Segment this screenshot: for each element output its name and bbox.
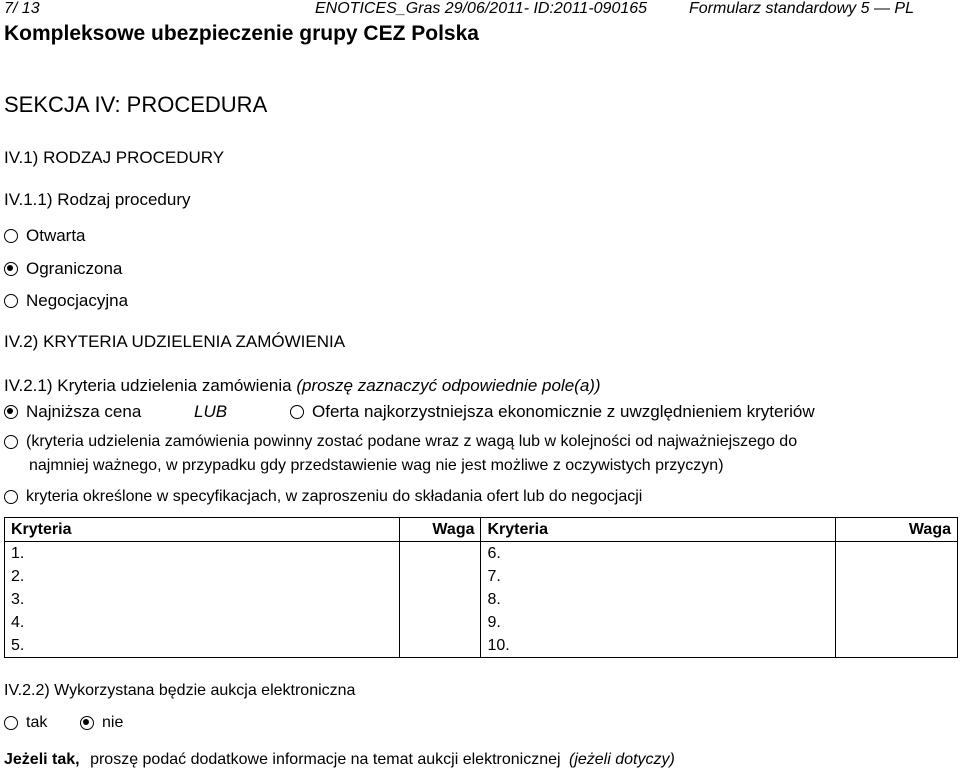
table-cell: 2. [5,565,400,588]
table-row [5,565,958,588]
radio-checked-icon[interactable] [80,716,94,730]
iv21-heading-line [4,376,601,396]
option-label: nie [102,714,124,731]
option-label: tak [26,714,48,731]
table-cell [399,588,481,611]
table-cell: 5. [5,634,400,658]
table-cell [836,565,958,588]
importance-text-line2: najmniej ważnego, w przypadku gdy przedstawienie wag nie jest możliwe z oczywistych przyczyn) [29,457,724,474]
radio-icon[interactable] [4,435,18,449]
criteria-importance-option[interactable] [4,433,797,451]
table-cell [399,565,481,588]
iv21-heading: IV.2.1) Kryteria udzielenia zamówienia [4,376,292,395]
page-number: 7/ 13 [4,0,40,17]
option-label: Otwarta [26,226,86,245]
option-label: kryteria określone w specyfikacjach, w zaproszeniu do składania ofert lub do negocjacji [26,488,643,505]
radio-checked-icon[interactable] [4,262,18,276]
table-row [5,611,958,634]
table-cell [836,611,958,634]
radio-icon[interactable] [4,229,18,243]
procedure-option-open[interactable] [4,226,86,246]
iv1-heading: IV.1) RODZAJ PROCEDURY [4,148,225,167]
table-cell: 9. [481,611,836,634]
table-cell [399,634,481,658]
criteria-table [4,517,958,658]
table-cell [399,542,481,566]
procedure-option-negotiated[interactable] [4,291,128,311]
iv22-heading: IV.2.2) Wykorzystana będzie aukcja elektroniczna [4,682,356,699]
if-yes-text: proszę podać dodatkowe informacje na temat aukcji elektronicznej [90,751,561,768]
eauction-info-line [4,751,675,769]
iv21-hint: (proszę zaznaczyć odpowiednie pole(a)) [296,376,601,395]
column-header: Kryteria [5,518,400,542]
eauction-yes-option[interactable] [4,714,47,732]
if-yes-hint: (jeżeli dotyczy) [569,751,675,768]
table-row [5,634,958,658]
radio-icon[interactable] [290,405,304,419]
table-cell: 7. [481,565,836,588]
table-cell: 3. [5,588,400,611]
radio-icon[interactable] [4,716,18,730]
form-type: Formularz standardowy 5 — PL [689,0,914,17]
table-cell [399,611,481,634]
column-header: Kryteria [481,518,836,542]
option-label: Ograniczona [26,259,123,278]
option-label: Oferta najkorzystniejsza ekonomicznie z uwzględnieniem kryteriów [312,402,815,421]
notice-id: ENOTICES_Gras 29/06/2011- ID:2011-090165 [315,0,648,17]
section-title: SEKCJA IV: PROCEDURA [4,92,268,117]
table-cell: 1. [5,542,400,566]
option-label: (kryteria udzielenia zamówienia powinny zostać podane wraz z wagą lub w kolejności od najważniejszego do [26,433,798,450]
iv2-heading: IV.2) KRYTERIA UDZIELENIA ZAMÓWIENIA [4,332,346,351]
or-label: LUB [194,402,228,421]
table-cell: 6. [481,542,836,566]
if-yes-label: Jeżeli tak, [4,751,80,768]
criteria-lowest-price[interactable] [4,402,141,422]
table-cell [836,542,958,566]
table-cell: 8. [481,588,836,611]
table-cell: 10. [481,634,836,658]
radio-checked-icon[interactable] [4,405,18,419]
table-row [5,542,958,566]
document-title: Kompleksowe ubezpieczenie grupy CEZ Polska [4,22,479,45]
table-cell [836,588,958,611]
procedure-option-restricted[interactable] [4,259,122,279]
criteria-spec-option[interactable] [4,488,642,506]
table-header-row [5,518,958,542]
table-cell [836,634,958,658]
eauction-no-option[interactable] [80,714,123,732]
column-header: Waga [399,518,481,542]
iv11-heading: IV.1.1) Rodzaj procedury [4,190,191,209]
criteria-best-offer[interactable] [290,402,815,422]
table-row [5,588,958,611]
option-label: Negocjacyjna [26,291,129,310]
radio-icon[interactable] [4,294,18,308]
table-cell: 4. [5,611,400,634]
option-label: Najniższa cena [26,402,142,421]
column-header: Waga [836,518,958,542]
radio-icon[interactable] [4,490,18,504]
